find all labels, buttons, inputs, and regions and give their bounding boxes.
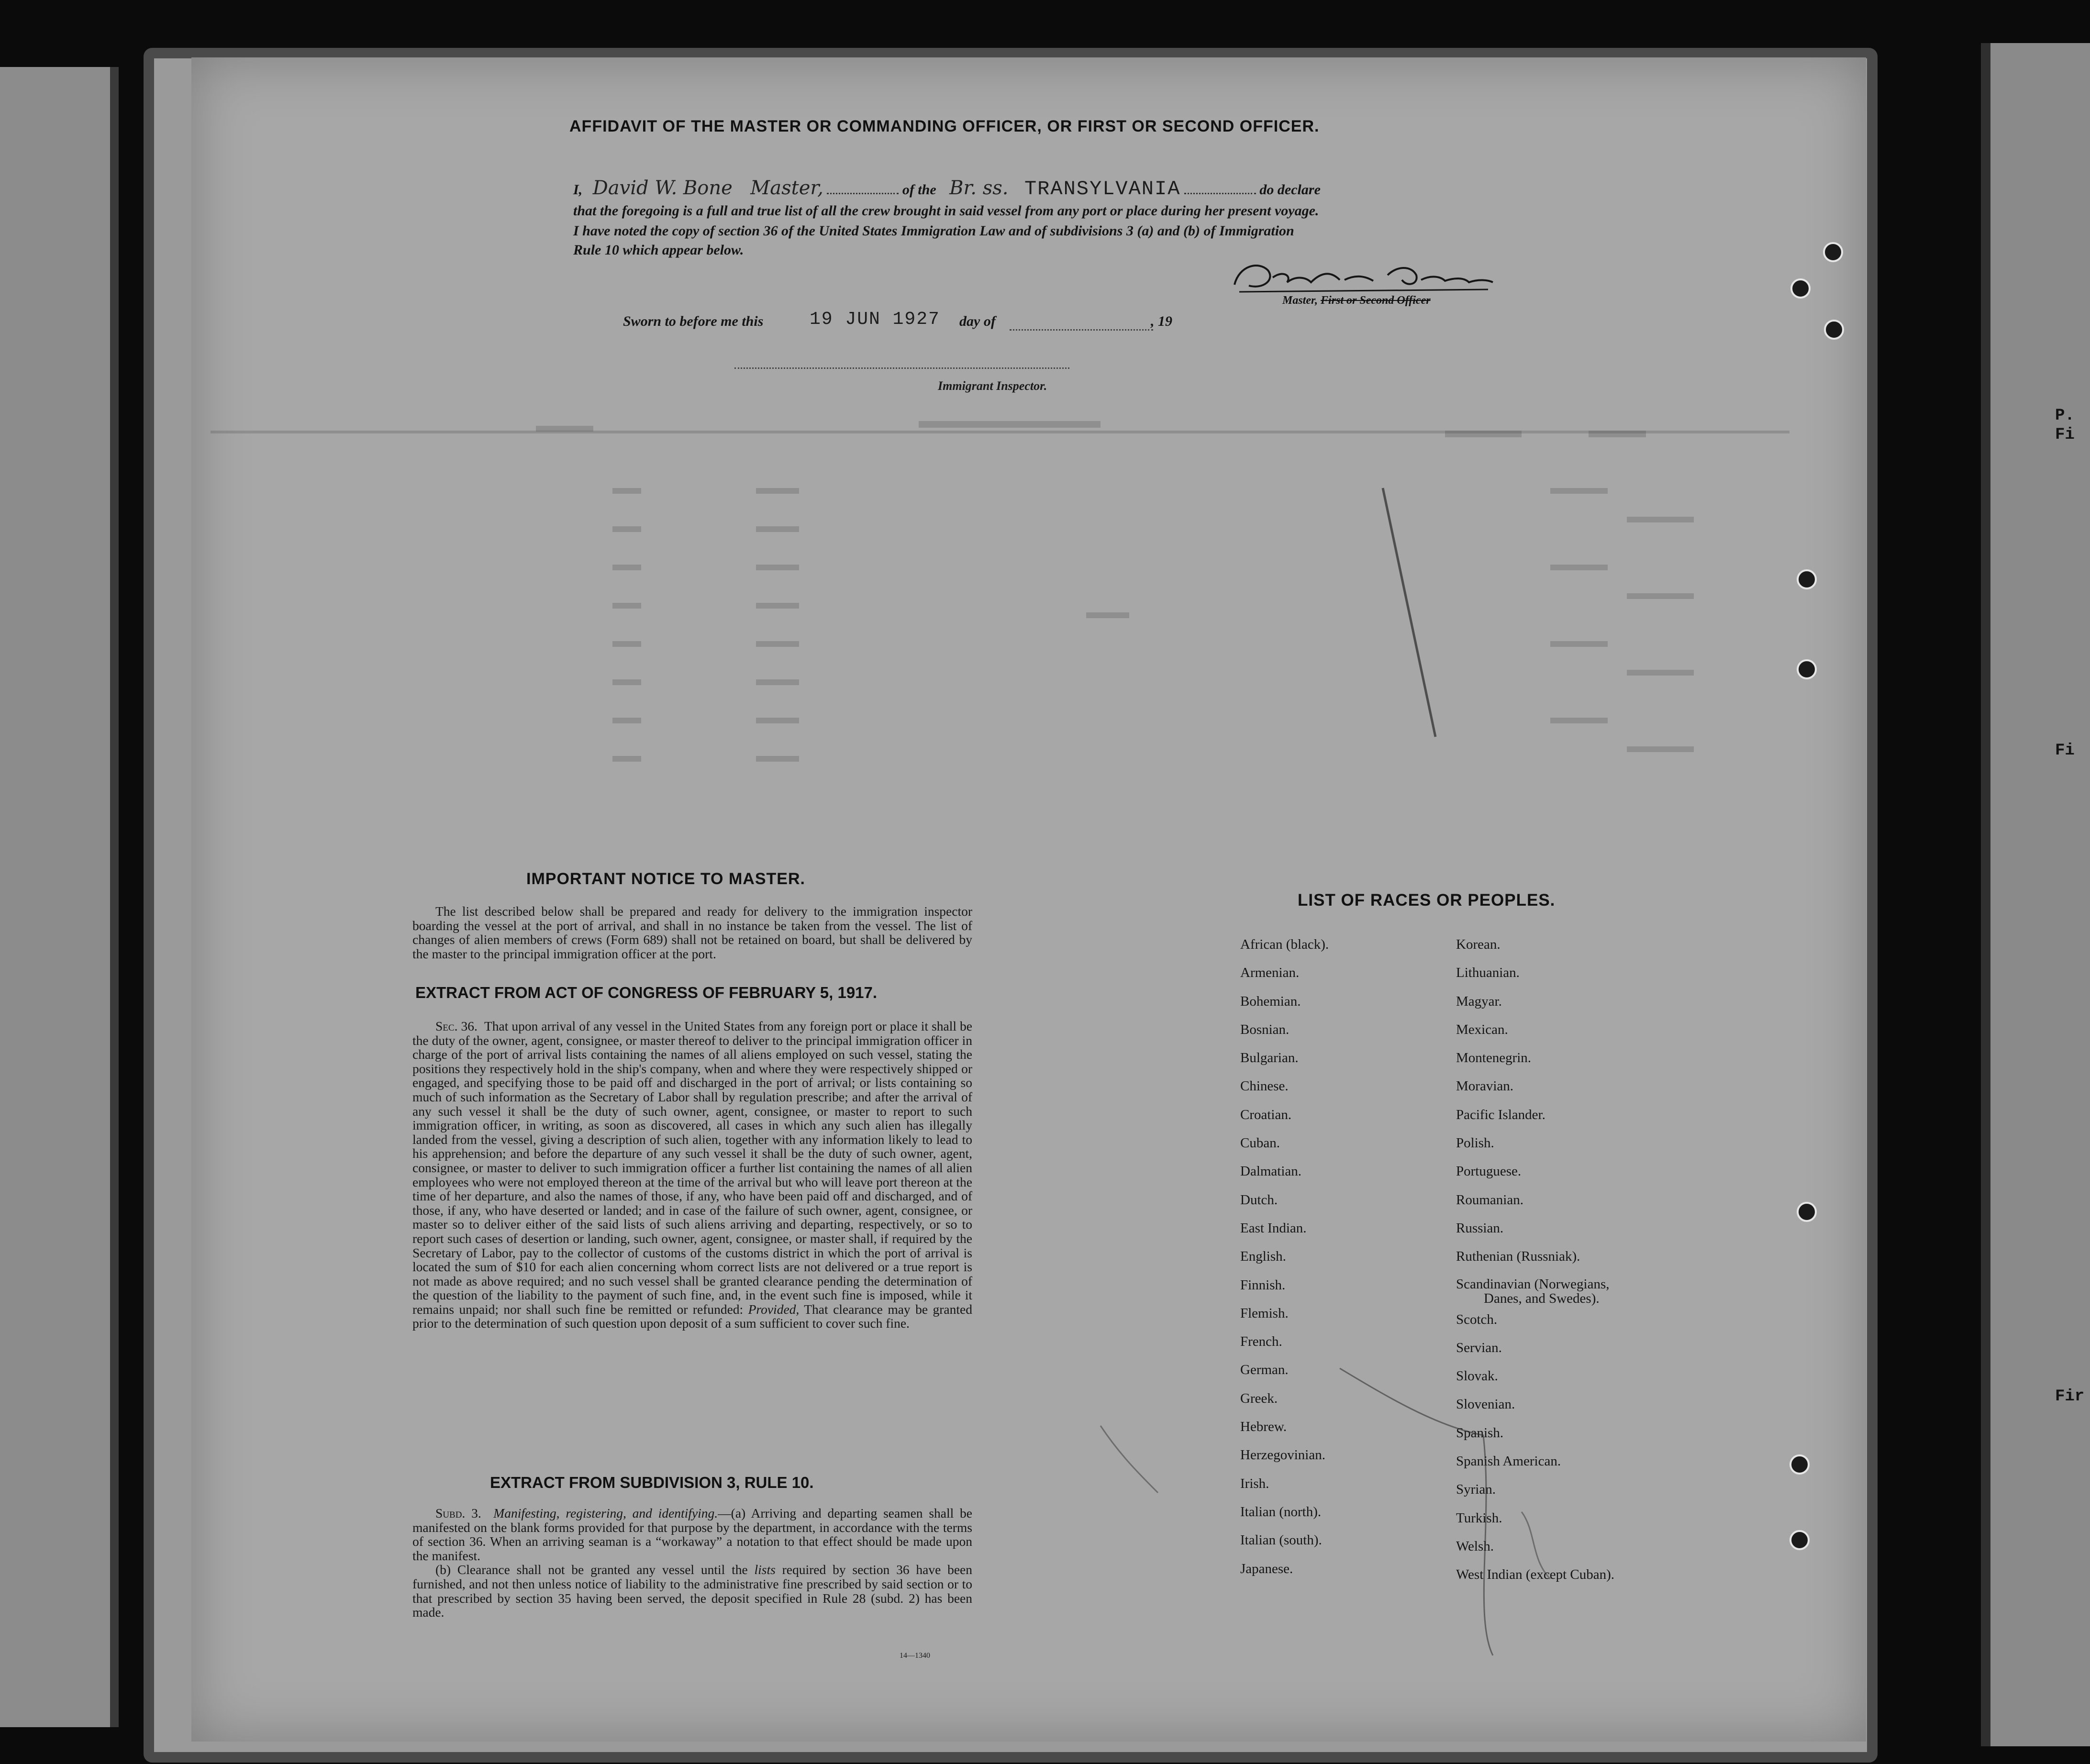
affidavit-title: AFFIDAVIT OF THE MASTER OR COMMANDING OFFICER, OR FIRST OR SECOND OFFICER. (569, 117, 1320, 135)
race-item: Magyar. (1456, 993, 1502, 1009)
race-item: Pacific Islander. (1456, 1107, 1545, 1122)
subd-title: Manifesting, registering, and identifying. (493, 1506, 718, 1520)
race-item: Dutch. (1240, 1192, 1278, 1208)
pencil-marks (1053, 1330, 1579, 1665)
document-page (191, 57, 1866, 1742)
declare-label: do declare (1259, 182, 1321, 198)
act-body: Sec. 36. That upon arrival of any vessel in the United States from any foreign port or place it shall be the duty of the owner, agent, consignee, or master thereof to deliver to the principal immigration officer in charge of the port of arrival lists containing the names of all aliens employed on such vessel, stating the positions they respectively hold in the ship's company, when and where they were respectively shipped or engaged, and specifying those to be paid off and discharged in the port of arrival; or lists containing so much of such information as the Secretary of Labor shall by regulation prescribe; and after the arrival of any such vessel it shall be the duty of such owner, agent, consignee, or master to report to such immigration officer, in writing, as soon as discovered, all cases in which any such alien has illegally landed from the vessel, giving a description of such alien, together with any information likely to lead to his apprehension; and before the departure of any such vessel it shall be the duty of such owner, agent, consignee, or master to deliver to such immigration officer a further list containing the names of all alien employees who were not employed thereon at the time of the arrival but who will leave port thereon at the time of her departure, and also the names of those, if any, who have been paid off and discharged, and of those, if any, who have deserted or landed; and in case of the failure of such owner, agent, consignee, or master so to deliver either of the said lists of such aliens arriving and departing, respectively, or so to report such cases of desertion or landing, such owner, agent, consignee, or master shall, if required by the Secretary of Labor, pay to the collector of customs of the customs district in which the port of arrival is located the sum of $10 for each alien concerning whom correct lists are not delivered or a true report is not made as above required; and no such vessel shall be granted clearance pending the determination of the question of the liability to the payment of such fine, and, in the event such fine is imposed, while it remains unpaid; nor shall such fine be remitted or refunded: Provided, That clearance may be granted prior to the determination of such question upon deposit of a sum sufficient to cover such fine. (412, 1019, 972, 1331)
day-blank (1010, 329, 1153, 331)
race-item: Spanish. (1456, 1425, 1504, 1441)
margin-mark: Fi (2055, 426, 2075, 444)
race-item: West Indian (except Cuban). (1456, 1567, 1615, 1583)
affidavit-line-2: that the foregoing is a full and true list of all the crew brought in said vessel from any port or place during her present voyage. (573, 203, 1319, 219)
punch-hole (1824, 320, 1844, 340)
punch-hole (1790, 278, 1811, 299)
margin-mark: Fir (2055, 1387, 2085, 1406)
race-item: Scotch. (1456, 1311, 1498, 1327)
margin-mark: Fi (2055, 742, 2075, 760)
race-item: Cuban. (1240, 1135, 1280, 1151)
punch-hole (1797, 1202, 1817, 1222)
race-item: Japanese. (1240, 1561, 1293, 1576)
affidavit-line-3: I have noted the copy of section 36 of the United States Immigration Law and of subdivisions 3 (a) and (b) of Immigration (573, 223, 1294, 239)
race-item: English. (1240, 1249, 1286, 1265)
master-name-handwritten: David W. Bone (592, 177, 733, 199)
race-item: Ruthenian (Russniak). (1456, 1249, 1580, 1265)
punch-hole (1797, 569, 1817, 589)
margin-mark: P. (2055, 407, 2075, 425)
vessel-name: TRANSYLVANIA (1024, 178, 1181, 200)
race-item: Welsh. (1456, 1538, 1494, 1554)
affidavit-line-1 (573, 177, 1321, 200)
rule-body: Subd. 3. Manifesting, registering, and identifying.—(a) Arriving and departing seamen shall be manifested on the blank forms provided for that purpose by the department, in accordance with the terms of section 36. When an arriving seaman is a “workaway” a notation to that effect should be made upon the manifest. (b) Clearance shall not be granted any vessel until the lists required by section 36 have been furnished, and not then unless notice of liability to the administrative fine prescribed by said section or to that prescribed by section 35 having been served, the deposit specified in Rule 28 (subd. 2) has been made. (412, 1506, 973, 1620)
of-the-label: of the (902, 182, 936, 198)
affidavit-line-4: Rule 10 which appear below. (573, 242, 744, 258)
race-item: Dalmatian. (1240, 1164, 1302, 1179)
act-heading: EXTRACT FROM ACT OF CONGRESS OF FEBRUARY 5, 1917. (415, 984, 878, 1001)
race-item: Korean. (1456, 937, 1501, 952)
vessel-type-handwritten: Br. ss. (949, 177, 1009, 199)
notice-body: The list described below shall be prepared and ready for delivery to the immigration inspector boarding the vessel at the port of arrival, and shall in no instance be taken from the vessel. The list of changes of alien members of crews (Form 689) shall not be retained on board, but shall be delivered by the master to the principal immigration officer at the port. (412, 904, 972, 961)
race-item: Bohemian. (1240, 993, 1301, 1009)
race-item: Moravian. (1456, 1078, 1513, 1094)
race-item: French. (1240, 1334, 1282, 1350)
race-item: Greek. (1240, 1390, 1278, 1406)
race-item: Herzegovinian. (1240, 1447, 1325, 1463)
race-item: Servian. (1456, 1340, 1502, 1355)
race-item: Bulgarian. (1240, 1050, 1299, 1066)
sworn-year-label: , 19 (1151, 313, 1172, 329)
sworn-day-label: day of (959, 313, 996, 329)
sworn-prefix: Sworn to before me this (623, 313, 764, 329)
rank-handwritten: Master, (750, 177, 823, 199)
inspector-signature-line (734, 367, 1069, 369)
punch-hole (1790, 1530, 1810, 1550)
race-item: Armenian. (1240, 965, 1300, 981)
adjacent-page-left (0, 67, 119, 1727)
race-item: Syrian. (1456, 1482, 1496, 1498)
race-item: Polish. (1456, 1135, 1494, 1151)
race-item: African (black). (1240, 937, 1329, 952)
race-item: Bosnian. (1240, 1021, 1290, 1037)
race-item: Italian (south). (1240, 1532, 1322, 1548)
form-number: 14—1340 (900, 1652, 930, 1660)
races-heading: LIST OF RACES OR PEOPLES. (1298, 891, 1556, 910)
struck-label: First or Second Officer (1321, 294, 1431, 307)
bleed-through-marks (201, 411, 1847, 890)
race-item: Italian (north). (1240, 1504, 1322, 1520)
race-item: Finnish. (1240, 1277, 1286, 1293)
notice-heading: IMPORTANT NOTICE TO MASTER. (526, 870, 805, 888)
race-item: Turkish. (1456, 1510, 1502, 1526)
race-item: East Indian. (1240, 1220, 1307, 1236)
race-item: Chinese. (1240, 1078, 1289, 1094)
race-item: Scandinavian (Norwegians, (1456, 1276, 1610, 1292)
race-item: Slovak. (1456, 1368, 1498, 1384)
race-item: Lithuanian. (1456, 965, 1520, 981)
race-item: Mexican. (1456, 1021, 1508, 1037)
punch-hole (1823, 242, 1843, 262)
race-item: Spanish American. (1456, 1453, 1561, 1469)
race-item: Flemish. (1240, 1305, 1289, 1321)
sworn-date-stamp: 19 JUN 1927 (810, 309, 940, 330)
race-item: Portuguese. (1456, 1164, 1522, 1179)
signature-label: Master, First or Second Officer (1282, 294, 1431, 307)
race-item: Hebrew. (1240, 1419, 1287, 1435)
race-item: German. (1240, 1362, 1289, 1378)
race-item: Slovenian. (1456, 1397, 1515, 1412)
race-item: Montenegrin. (1456, 1050, 1532, 1066)
race-item: Roumanian. (1456, 1192, 1523, 1208)
rule-heading: EXTRACT FROM SUBDIVISION 3, RULE 10. (490, 1474, 814, 1491)
adjacent-page-right (1981, 43, 2090, 1746)
punch-hole (1797, 659, 1817, 679)
affidavit-prefix: I, (573, 182, 583, 198)
race-item: Danes, and Swedes). (1484, 1290, 1600, 1306)
inspector-label: Immigrant Inspector. (938, 379, 1047, 393)
race-item: Croatian. (1240, 1107, 1292, 1122)
punch-hole (1790, 1454, 1810, 1475)
section-label: Sec. 36. (435, 1019, 478, 1033)
race-item: Irish. (1240, 1476, 1269, 1491)
race-item: Russian. (1456, 1220, 1504, 1236)
